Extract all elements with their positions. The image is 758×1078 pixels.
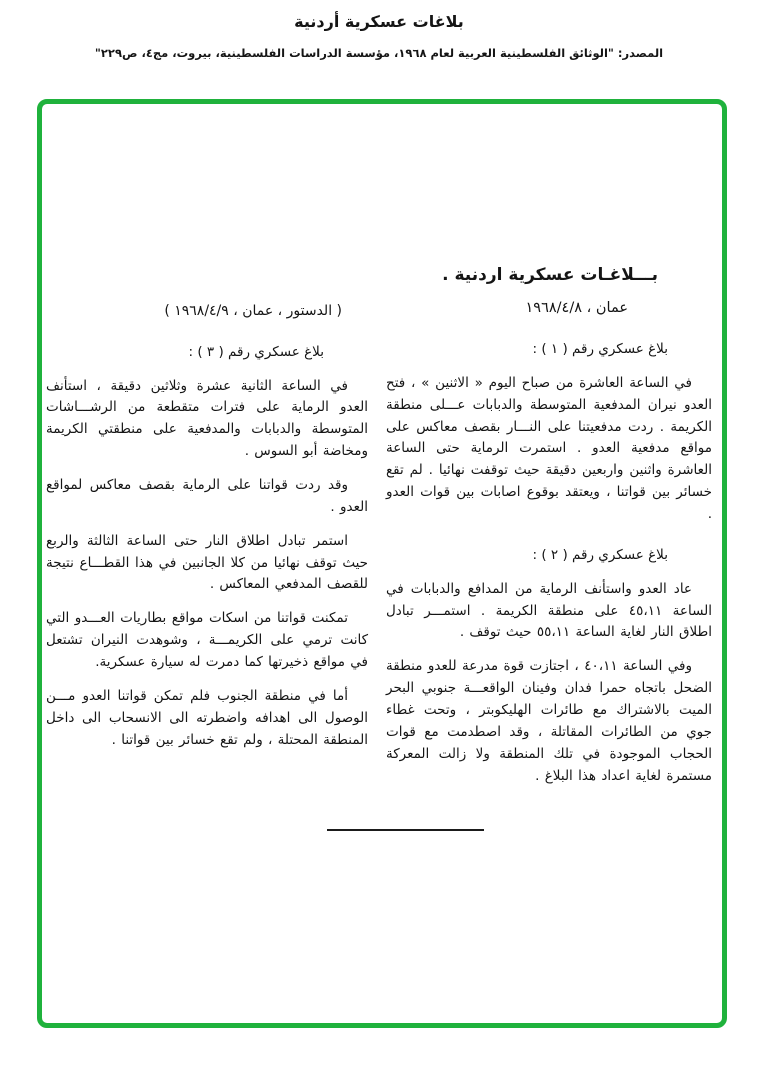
column-left xyxy=(46,300,368,751)
dateline-amman: عمان ، ١٩٦٨/٤/٨ xyxy=(525,299,628,316)
communique-3-paragraph: في الساعة الثانية عشرة وثلاثين دقيقة ، استأنف العدو الرماية على فترات متقطعة من الرشـــاشات المتوسطة والدبابات والمدفعية على منطقتي الكريمة ومخاضة أبو السوس . xyxy=(46,377,368,460)
column-right xyxy=(386,262,712,787)
source-citation: المصدر: "الوثائق الفلسطينية العربية لعام ١٩٦٨، مؤسسة الدراسات الفلسطينية، بيروت، مج٤، ص٢٢٩" xyxy=(94,46,664,60)
communique-1-paragraph: في الساعة العاشرة من صباح اليوم « الاثنين » ، فتح العدو نيران المدفعية المتوسطة والدبابات عـــلى منطقة الكريمة . ردت مدفعيتنا على النـــار بقصف معاكس على مواقع مدفعية العدو . استمرت الرماية حتى الساعة العاشرة واثنين واربعين دقيقة حيث توقفت نهائيا . لم تقع خسائر بين قواتنا ، ويعتقد بوقوع اصابات بين قوات العدو . xyxy=(386,374,712,523)
communique-2-paragraph: وفي الساعة ٤٠،١١ ، اجتازت قوة مدرعة للعدو منطقة الضحل باتجاه حمرا فدان وفينان الواقعـــة جنوبي البحر الميت بالاشتراك مع طائرات الهليكوبتر ، وتحت غطاء جوي من الطائرات المقاتلة ، وقد اصطدمت مع قوات الحجاب الموجودة في تلك المنطقة ولا زالت المعركة مستمرة لغاية اعداد هذا البلاغ . xyxy=(386,658,712,784)
communique-3-paragraph: تمكنت قواتنا من اسكات مواقع بطاريات العـــدو التي كانت ترمي على الكريمـــة ، وشوهدت النيران تشتعل في مواقع ذخيرتها كما دمرت له سيارة عسكرية. xyxy=(46,610,368,670)
dateline-addustour: ( الدستور ، عمان ، ١٩٦٨/٤/٩ ) xyxy=(164,303,342,319)
communique-3-paragraph: استمر تبادل اطلاق النار حتى الساعة الثالثة والربع حيث توقف نهائيا من كلا الجانبين في هذا القطـــاع نتيجة للقصف المدفعي المعاكس . xyxy=(46,532,368,593)
communique-3-paragraph: أما في منطقة الجنوب فلم تمكن قواتنا العدو مـــن الوصول الى اهدافه واضطرته الى الانسحاب الى داخل المنطقة المحتلة ، ولم تقع خسائر بين قواتنا . xyxy=(46,687,368,748)
communique-2-paragraph: عاد العدو واستأنف الرماية من المدافع والدبابات في الساعة ٤٥،١١ على منطقة الكريمة . استمـــر تبادل اطلاق النار لغاية الساعة ٥٥،١١ حيث توقف . xyxy=(386,580,712,641)
section-divider xyxy=(327,829,484,831)
communique-3-paragraph: وقد ردت قواتنا على الرماية بقصف معاكس لمواقع العدو . xyxy=(46,476,368,515)
communique-1-title: بلاغ عسكري رقم ( ١ ) : xyxy=(532,341,668,358)
column-heading: بـــلاغـات عسكرية اردنية . xyxy=(442,265,658,285)
document-title: بلاغات عسكرية أردنية xyxy=(294,12,464,31)
communique-3-title: بلاغ عسكري رقم ( ٣ ) : xyxy=(188,343,324,360)
communique-2-title: بلاغ عسكري رقم ( ٢ ) : xyxy=(532,546,668,563)
